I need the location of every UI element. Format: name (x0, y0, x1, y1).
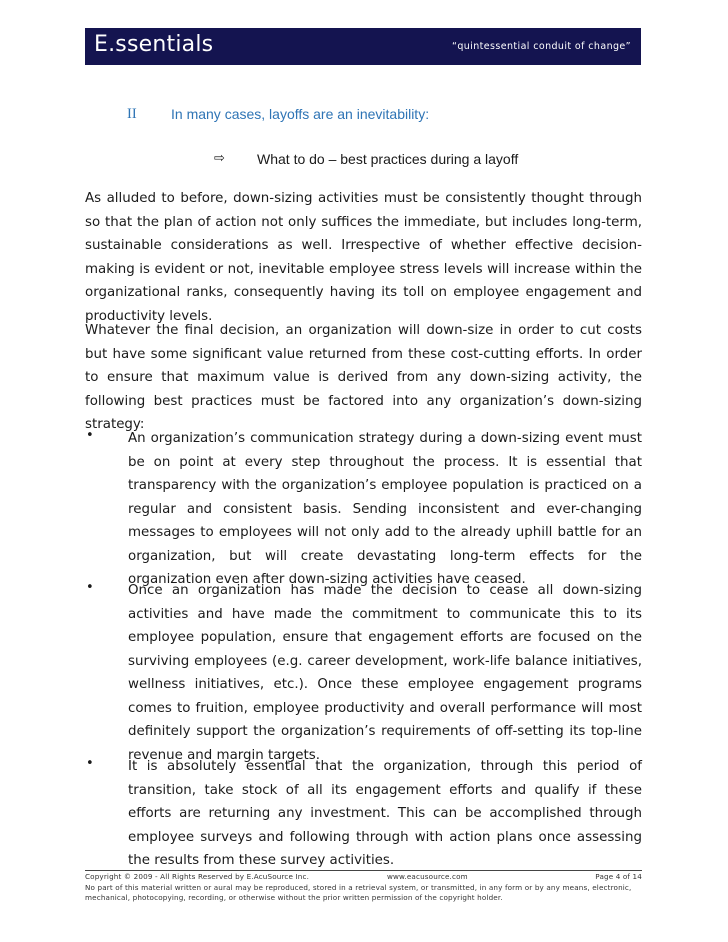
tagline: “quintessential conduit of change” (452, 41, 631, 52)
footer-notice: No part of this material written or aural may be reproduced, stored in a retrieval system, or transmitted, in any form or by any means, electronic, mechanical, photocopying, recording, or otherwise without the prior written permission of the copyright holder. (85, 883, 632, 902)
footer-page-number: Page 4 of 14 (595, 872, 642, 881)
footer-divider (85, 870, 642, 871)
bullet-item: It is absolutely essential that the organization, through this period of transition, take stock of all its engagement efforts and qualify if these efforts are returning any investment. This can be accomplished through employee surveys and following through with action plans once assessing the results from these survey activities. (128, 759, 642, 868)
section-title: In many cases, layoffs are an inevitability: (171, 106, 430, 122)
bullet-icon: • (86, 580, 94, 595)
footer-copyright: Copyright © 2009 - All Rights Reserved by E.AcuSource Inc. (85, 872, 310, 881)
section-number: II (127, 106, 137, 122)
bullet-item: An organization’s communication strategy during a down-sizing event must be on point at every step throughout the process. It is essential that transparency with the organization’s employee population is practiced on a regular and consistent basis. Sending inconsistent and ever-changing messages to employees will not only add to the already uphill battle for an organization, but will create devastating long-term effects for the organization even after down-sizing activities have ceased. (128, 431, 642, 587)
brand-title: E.ssentials (94, 32, 214, 57)
header-banner (85, 28, 641, 65)
subsection-heading (0, 151, 728, 171)
bullet-item: Once an organization has made the decision to cease all down-sizing activities and have made the commitment to communicate this to its employee population, ensure that engagement efforts are focused on the surviving employees (e.g. career development, work-life balance initiatives, wellness initiatives, etc.). Once these employee engagement programs comes to fruition, employee productivity and overall performance will most definitely support the organization’s requirements of off-setting its top-line revenue and margin targets. (128, 583, 642, 763)
subsection-title: What to do – best practices during a layoff (257, 151, 519, 167)
paragraph: As alluded to before, down-sizing activities must be consistently thought through so that the plan of action not only suffices the immediate, but includes long-term, sustainable considerations as well. Irrespective of whether effective decision-making is evident or not, inevitable employee stress levels will increase within the organizational ranks, consequently having its toll on employee engagement and productivity levels. (85, 191, 642, 324)
paragraph: Whatever the final decision, an organization will down-size in order to cut costs but have some significant value returned from these cost-cutting efforts. In order to ensure that maximum value is derived from any down-sizing activity, the following best practices must be factored into any organization’s down-sizing strategy: (85, 323, 642, 432)
bullet-icon: • (86, 428, 94, 443)
arrow-right-icon: ⇨ (214, 151, 225, 166)
section-heading (0, 106, 728, 126)
footer (85, 872, 642, 902)
bullet-icon: • (86, 756, 94, 771)
footer-website-link[interactable]: www.eacusource.com (387, 872, 468, 881)
